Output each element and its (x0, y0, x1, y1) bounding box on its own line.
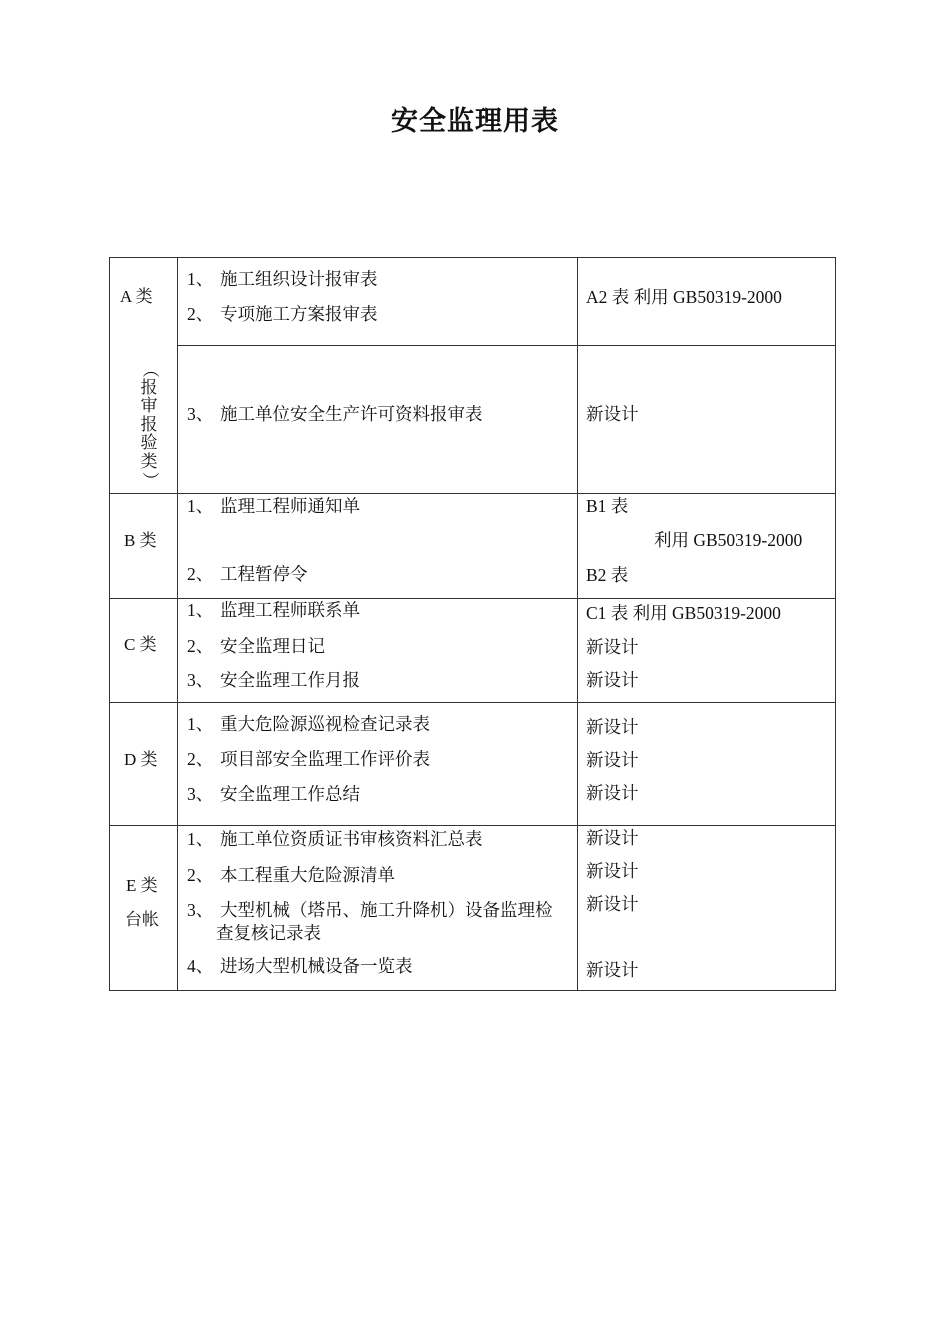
group-c-item-3-num: 3、 (187, 670, 214, 690)
table-border-bottom (109, 990, 836, 991)
group-c-item-2-text: 安全监理日记 (220, 636, 325, 656)
group-b-item-1-num: 1、 (187, 496, 214, 516)
group-e-note-4: 新设计 (586, 960, 639, 980)
group-a-item-2-num: 2、 (187, 304, 214, 324)
row-divider-a-b (109, 493, 836, 494)
group-c-label: C 类 (124, 635, 157, 654)
group-c-item-3-text: 安全监理工作月报 (220, 670, 360, 690)
group-e-note-2: 新设计 (586, 861, 639, 881)
group-e-item-3-text: 大型机械（塔吊、施工升降机）设备监理检 (220, 900, 553, 920)
group-e-item-1-num: 1、 (187, 829, 214, 849)
group-b-note-3: B2 表 (586, 565, 629, 585)
group-d-note-3: 新设计 (586, 783, 639, 803)
group-b-note-1: B1 表 (586, 496, 629, 516)
row-divider-b-c (109, 598, 836, 599)
group-d-item-1-text: 重大危险源巡视检查记录表 (220, 714, 430, 734)
group-c-item-1-text: 监理工程师联系单 (220, 600, 360, 620)
group-d-item-2-num: 2、 (187, 749, 214, 769)
group-e-item-4-text: 进场大型机械设备一览表 (220, 956, 413, 976)
group-e-note-3: 新设计 (586, 894, 639, 914)
group-a-sublabel: （ 报 审 报 验 类 ） (140, 360, 160, 489)
group-a-item-1-num: 1、 (187, 269, 214, 289)
group-a-item-3-text: 施工单位安全生产许可资料报审表 (220, 404, 483, 424)
group-b-item-1-text: 监理工程师通知单 (220, 496, 360, 516)
group-b-item-2-num: 2、 (187, 564, 214, 584)
group-e-item-3-num: 3、 (187, 900, 214, 920)
group-e-item-3-text-cont: 查复核记录表 (216, 923, 321, 943)
group-b-label: B 类 (124, 531, 157, 550)
group-d-item-3-num: 3、 (187, 784, 214, 804)
row-divider-d-e (109, 825, 836, 826)
forms-table (109, 257, 836, 991)
group-a-item-1-text: 施工组织设计报审表 (220, 269, 378, 289)
group-e-label-line-1: E 类 (126, 876, 158, 895)
group-e-item-4-num: 4、 (187, 956, 214, 976)
group-a-item-3-num: 3、 (187, 404, 214, 424)
group-e-item-1-text: 施工单位资质证书审核资料汇总表 (220, 829, 483, 849)
group-e-label-line-2: 台帐 (125, 910, 159, 929)
table-border-right (835, 257, 836, 991)
group-b-note-2: 利用 GB50319-2000 (654, 530, 803, 550)
group-c-item-2-num: 2、 (187, 636, 214, 656)
group-e-item-2-text: 本工程重大危险源清单 (220, 865, 395, 885)
page-title: 安全监理用表 (391, 106, 559, 136)
group-d-item-1-num: 1、 (187, 714, 214, 734)
group-e-note-1: 新设计 (586, 828, 639, 848)
group-e-item-2-num: 2、 (187, 865, 214, 885)
group-a-note-2: 新设计 (586, 404, 639, 424)
column-divider-1 (177, 257, 178, 991)
table-border-left (109, 257, 110, 991)
group-a-item-2-text: 专项施工方案报审表 (220, 304, 378, 324)
group-c-item-1-num: 1、 (187, 600, 214, 620)
group-c-note-1: C1 表 利用 GB50319-2000 (586, 603, 781, 623)
group-a-label: A 类 (120, 287, 153, 306)
group-d-note-2: 新设计 (586, 750, 639, 770)
row-divider-a-sub (177, 345, 836, 346)
group-c-note-3: 新设计 (586, 670, 639, 690)
group-d-note-1: 新设计 (586, 717, 639, 737)
row-divider-c-d (109, 702, 836, 703)
group-d-label: D 类 (124, 750, 158, 769)
group-b-item-2-text: 工程暂停令 (220, 564, 308, 584)
group-a-note-1: A2 表 利用 GB50319-2000 (586, 287, 782, 307)
group-d-item-2-text: 项目部安全监理工作评价表 (220, 749, 430, 769)
table-border-top (109, 257, 836, 258)
group-d-item-3-text: 安全监理工作总结 (220, 784, 360, 804)
column-divider-2 (577, 257, 578, 991)
group-c-note-2: 新设计 (586, 637, 639, 657)
